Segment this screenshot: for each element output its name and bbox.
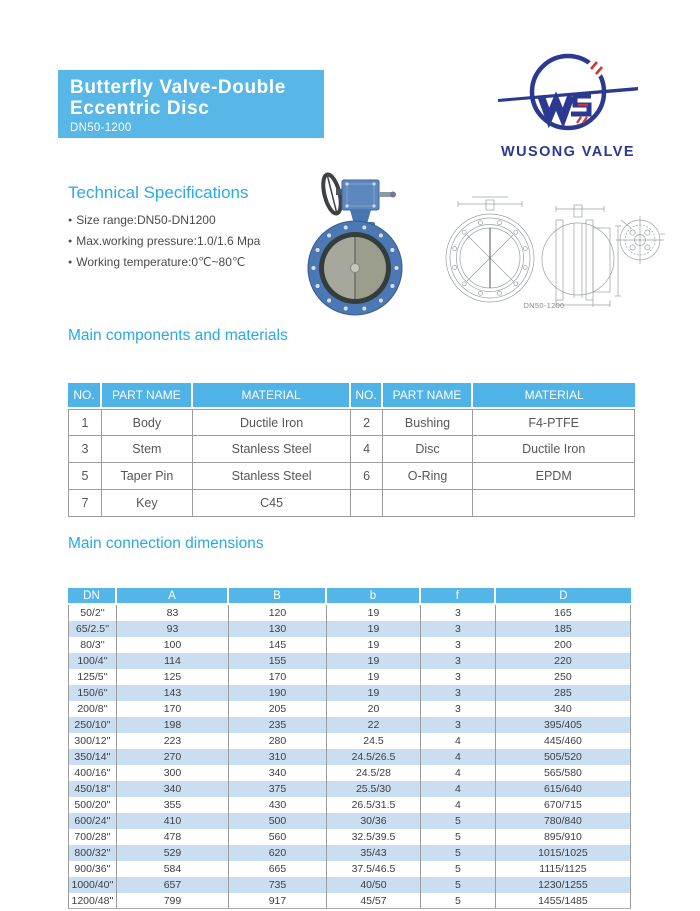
table-cell: 5 <box>421 845 496 861</box>
table-cell: 120 <box>229 605 327 621</box>
table-row <box>68 877 631 893</box>
column-header: MATERIAL <box>473 383 635 409</box>
table-cell: 205 <box>229 701 327 717</box>
table-cell: 5 <box>421 893 496 909</box>
table-cell: 5 <box>421 877 496 893</box>
table-cell: 45/57 <box>327 893 421 909</box>
table-cell: 2 <box>351 409 382 436</box>
table-cell: 4 <box>421 797 496 813</box>
dimensions-heading: Main connection dimensions <box>68 535 264 552</box>
table-cell: 665 <box>229 861 327 877</box>
table-cell: 185 <box>496 621 631 637</box>
column-header: PART NAME <box>383 383 474 409</box>
table-cell: Stanless Steel <box>193 436 352 463</box>
product-title-banner <box>58 70 324 138</box>
table-cell: 65/2.5'' <box>68 621 117 637</box>
column-header: b <box>327 588 421 605</box>
components-heading: Main components and materials <box>68 327 288 344</box>
table-cell: 235 <box>229 717 327 733</box>
table-cell: 350/14'' <box>68 749 117 765</box>
table-cell: 3 <box>421 637 496 653</box>
table-cell: 3 <box>421 669 496 685</box>
table-cell: F4-PTFE <box>473 409 635 436</box>
table-cell: 285 <box>496 685 631 701</box>
table-cell: 35/43 <box>327 845 421 861</box>
spec-bullet: ● Max.working pressure:1.0/1.6 Mpa <box>68 231 260 252</box>
table-cell: 24.5 <box>327 733 421 749</box>
table-row <box>68 781 631 797</box>
table-cell: 5 <box>421 861 496 877</box>
table-cell: 430 <box>229 797 327 813</box>
table-cell: EPDM <box>473 463 635 490</box>
table-cell: 20 <box>327 701 421 717</box>
table-cell: 170 <box>229 669 327 685</box>
table-cell: 37.5/46.5 <box>327 861 421 877</box>
drawing-caption: DN50-1200 <box>523 301 565 310</box>
table-cell: Body <box>102 409 193 436</box>
table-cell: 125/5'' <box>68 669 117 685</box>
product-title-line1: Butterfly Valve-Double <box>70 77 286 98</box>
table-cell: 410 <box>117 813 229 829</box>
table-cell: Key <box>102 490 193 517</box>
table-row <box>68 829 631 845</box>
table-cell: 250/10'' <box>68 717 117 733</box>
table-cell: 700/28'' <box>68 829 117 845</box>
column-header: MATERIAL <box>193 383 352 409</box>
table-row <box>68 653 631 669</box>
table-cell: 3 <box>421 653 496 669</box>
table-cell: 125 <box>117 669 229 685</box>
table-cell: 145 <box>229 637 327 653</box>
table-row <box>68 605 631 621</box>
table-cell: 200/8'' <box>68 701 117 717</box>
table-cell: 400/16'' <box>68 765 117 781</box>
spec-bullet: ● Working temperature:0℃~80℃ <box>68 252 260 273</box>
table-cell: 1 <box>68 409 102 436</box>
table-cell: 100 <box>117 637 229 653</box>
table-cell: 3 <box>421 717 496 733</box>
table-cell: 3 <box>421 701 496 717</box>
table-cell: 895/910 <box>496 829 631 845</box>
table-cell: 300 <box>117 765 229 781</box>
table-cell: 100/4'' <box>68 653 117 669</box>
table-cell: 250 <box>496 669 631 685</box>
table-cell: 584 <box>117 861 229 877</box>
table-cell: 917 <box>229 893 327 909</box>
table-cell: 657 <box>117 877 229 893</box>
table-cell: 340 <box>496 701 631 717</box>
table-cell: 355 <box>117 797 229 813</box>
table-cell: 93 <box>117 621 229 637</box>
column-header: NO. <box>68 383 102 409</box>
table-cell: 40/50 <box>327 877 421 893</box>
table-row <box>68 749 631 765</box>
product-title-line2: Eccentric Disc <box>70 98 210 119</box>
table-cell: 26.5/31.5 <box>327 797 421 813</box>
table-cell: Taper Pin <box>102 463 193 490</box>
table-cell: 799 <box>117 893 229 909</box>
table-cell: Disc <box>383 436 474 463</box>
table-cell: 500/20'' <box>68 797 117 813</box>
table-cell: 170 <box>117 701 229 717</box>
table-row <box>68 490 635 517</box>
column-header: DN <box>68 588 117 605</box>
table-cell: 223 <box>117 733 229 749</box>
dimensions-header-row <box>68 588 631 605</box>
brand-name: WUSONG VALVE <box>501 144 635 160</box>
table-cell: 4 <box>421 781 496 797</box>
table-row <box>68 765 631 781</box>
table-cell: Ductile Iron <box>473 436 635 463</box>
table-row <box>68 669 631 685</box>
table-cell: Ductile Iron <box>193 409 352 436</box>
table-cell: 395/405 <box>496 717 631 733</box>
table-cell: 5 <box>421 829 496 845</box>
technical-drawings <box>428 196 666 308</box>
table-cell: 615/640 <box>496 781 631 797</box>
table-cell: 529 <box>117 845 229 861</box>
table-cell: 670/715 <box>496 797 631 813</box>
table-cell: 5 <box>421 813 496 829</box>
table-row <box>68 463 635 490</box>
column-header: A <box>117 588 229 605</box>
tech-specs-heading: Technical Specifications <box>68 183 249 202</box>
table-cell: C45 <box>193 490 352 517</box>
table-cell: 1230/1255 <box>496 877 631 893</box>
table-cell: 200 <box>496 637 631 653</box>
table-row <box>68 637 631 653</box>
table-cell: 3 <box>421 605 496 621</box>
table-cell: 5 <box>68 463 102 490</box>
table-cell: 270 <box>117 749 229 765</box>
table-cell: 50/2'' <box>68 605 117 621</box>
table-cell: 19 <box>327 669 421 685</box>
table-cell <box>473 490 635 517</box>
table-cell: 565/580 <box>496 765 631 781</box>
table-cell: 130 <box>229 621 327 637</box>
table-cell: 7 <box>68 490 102 517</box>
column-header: NO. <box>351 383 382 409</box>
table-cell <box>351 490 382 517</box>
table-cell: 198 <box>117 717 229 733</box>
table-cell: Bushing <box>383 409 474 436</box>
table-cell: 620 <box>229 845 327 861</box>
components-header-row <box>68 383 635 409</box>
table-cell: 19 <box>327 605 421 621</box>
table-cell: 560 <box>229 829 327 845</box>
table-cell: 500 <box>229 813 327 829</box>
components-table <box>68 383 635 517</box>
table-cell: 3 <box>68 436 102 463</box>
table-cell: 800/32'' <box>68 845 117 861</box>
table-cell: 450/18'' <box>68 781 117 797</box>
dimensions-table <box>68 588 631 909</box>
table-cell: 114 <box>117 653 229 669</box>
table-cell: 505/520 <box>496 749 631 765</box>
table-cell: 150/6'' <box>68 685 117 701</box>
product-title <box>70 77 313 119</box>
table-cell: 220 <box>496 653 631 669</box>
table-cell: 3 <box>421 685 496 701</box>
table-cell: 4 <box>421 765 496 781</box>
table-cell: 1015/1025 <box>496 845 631 861</box>
table-cell: Stem <box>102 436 193 463</box>
table-cell: 22 <box>327 717 421 733</box>
table-row <box>68 701 631 717</box>
table-cell: 24.5/28 <box>327 765 421 781</box>
tech-specs-list <box>68 210 260 273</box>
table-cell: 83 <box>117 605 229 621</box>
table-row <box>68 797 631 813</box>
table-row <box>68 436 635 463</box>
table-cell <box>383 490 474 517</box>
table-cell: 900/36'' <box>68 861 117 877</box>
table-cell: 300/12'' <box>68 733 117 749</box>
table-cell: 780/840 <box>496 813 631 829</box>
table-cell: 340 <box>229 765 327 781</box>
table-cell: 4 <box>421 733 496 749</box>
table-row <box>68 845 631 861</box>
table-row <box>68 813 631 829</box>
product-size-range: DN50-1200 <box>70 122 132 134</box>
table-row <box>68 621 631 637</box>
column-header: B <box>229 588 327 605</box>
spec-bullet: ● Size range:DN50-DN1200 <box>68 210 260 231</box>
table-row <box>68 861 631 877</box>
table-cell: 24.5/26.5 <box>327 749 421 765</box>
table-cell: 600/24'' <box>68 813 117 829</box>
column-header: f <box>421 588 496 605</box>
table-cell: 1115/1125 <box>496 861 631 877</box>
table-cell: 1455/1485 <box>496 893 631 909</box>
valve-photo <box>287 169 424 318</box>
brand-logo <box>492 50 644 160</box>
table-cell: 310 <box>229 749 327 765</box>
table-row <box>68 733 631 749</box>
dimensions-table-body <box>68 605 631 909</box>
table-cell: 4 <box>351 436 382 463</box>
table-row <box>68 409 635 436</box>
table-cell: 25.5/30 <box>327 781 421 797</box>
table-cell: 375 <box>229 781 327 797</box>
column-header: PART NAME <box>102 383 193 409</box>
table-cell: 30/36 <box>327 813 421 829</box>
table-cell: 1000/40'' <box>68 877 117 893</box>
table-cell: 19 <box>327 637 421 653</box>
column-header: D <box>496 588 631 605</box>
table-cell: 735 <box>229 877 327 893</box>
table-cell: O-Ring <box>383 463 474 490</box>
table-cell: 19 <box>327 621 421 637</box>
table-cell: 143 <box>117 685 229 701</box>
table-cell: 445/460 <box>496 733 631 749</box>
table-cell: 6 <box>351 463 382 490</box>
table-cell: 340 <box>117 781 229 797</box>
components-table-body <box>68 409 635 517</box>
table-cell: 32.5/39.5 <box>327 829 421 845</box>
table-cell: 4 <box>421 749 496 765</box>
table-cell: Stanless Steel <box>193 463 352 490</box>
brand-logo-icon <box>492 50 644 138</box>
table-cell: 80/3'' <box>68 637 117 653</box>
table-row <box>68 717 631 733</box>
table-row <box>68 685 631 701</box>
table-cell: 19 <box>327 653 421 669</box>
table-cell: 19 <box>327 685 421 701</box>
table-cell: 478 <box>117 829 229 845</box>
table-cell: 1200/48'' <box>68 893 117 909</box>
table-cell: 190 <box>229 685 327 701</box>
table-row <box>68 893 631 909</box>
table-cell: 280 <box>229 733 327 749</box>
table-cell: 155 <box>229 653 327 669</box>
table-cell: 165 <box>496 605 631 621</box>
table-cell: 3 <box>421 621 496 637</box>
